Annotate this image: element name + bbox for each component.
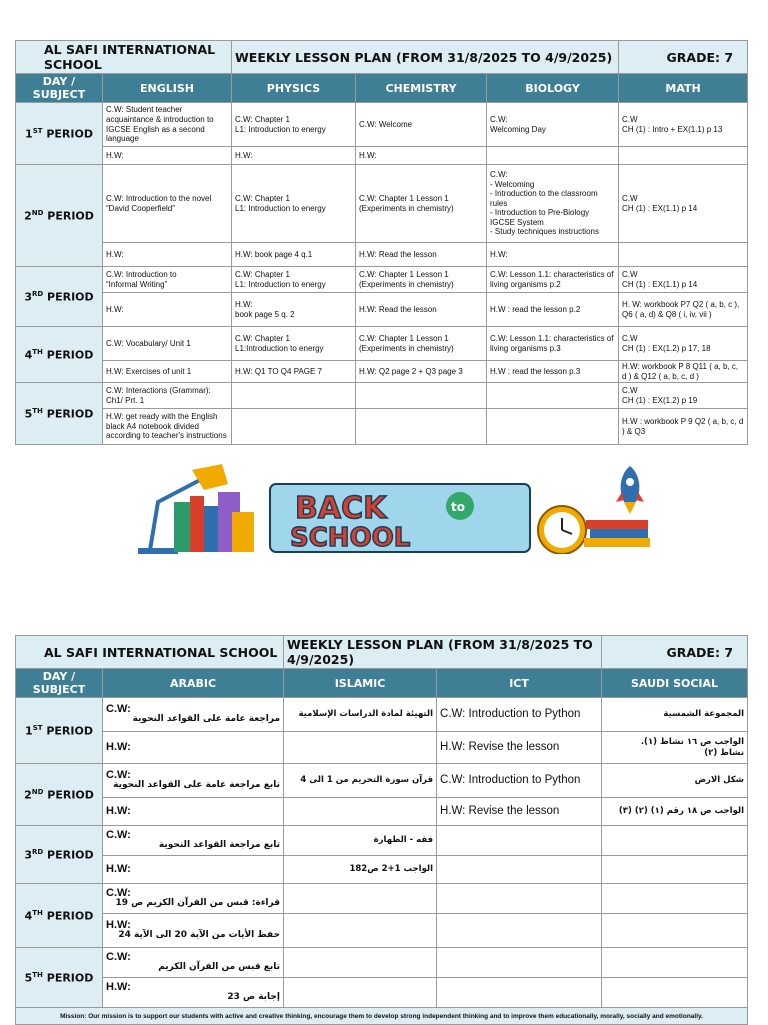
period-suffix: RD xyxy=(32,847,44,856)
hw-label: H.W: xyxy=(106,740,131,753)
cw-cell-biology: C.W: Lesson 1.1: characteristics of living organisms p.2 xyxy=(487,267,619,293)
cw-cell-biology xyxy=(487,383,619,409)
cw-cell-saudi-social: شكل الارض xyxy=(602,764,748,798)
cw-cell-physics: C.W: Chapter 1 L1:Introduction to energy xyxy=(232,327,356,361)
period-suffix: ST xyxy=(32,723,43,732)
cw-cell-physics: C.W: Chapter 1 L1: Introduction to energy xyxy=(232,165,356,243)
col-arabic: ARABIC xyxy=(103,669,284,698)
hw-cell-biology xyxy=(487,409,619,445)
hw-cell-ict xyxy=(437,856,602,884)
period-row-hw xyxy=(16,409,748,445)
cw-cell-saudi-social xyxy=(602,948,748,978)
period-word: PERIOD xyxy=(42,724,93,738)
cw-cell-ict xyxy=(437,884,602,914)
period-number: 4 xyxy=(24,909,33,923)
hw-cell-math: H. W: workbook P7 Q2 ( a, b, c ), Q6 ( a, d) & Q8 ( i, iv, vii ) xyxy=(619,293,748,327)
period-row-hw xyxy=(16,798,748,826)
cw-cell-math: C.W CH (1) : EX(1.2) p 17, 18 xyxy=(619,327,748,361)
period-word: PERIOD xyxy=(42,407,94,421)
cw-cell-islamic: التهيئة لمادة الدراسات الإسلامية xyxy=(284,698,437,732)
arabic-cw-text: مراجعة عامة على القواعد النحوية xyxy=(132,713,281,724)
hw-cell-arabic xyxy=(103,732,284,764)
plan-header-2 xyxy=(16,636,748,669)
cw-cell-chemistry: C.W: Chapter 1 Lesson 1 (Experiments in chemistry) xyxy=(356,267,487,293)
hw-cell-islamic: الواجب 1+2 ص182 xyxy=(284,856,437,884)
grade-label: GRADE: 7 xyxy=(619,41,748,74)
period-number: 4 xyxy=(24,348,33,362)
cw-cell-math: C.W CH (1) : EX(1.1) p 14 xyxy=(619,165,748,243)
cw-cell-english: C.W: Interactions (Grammar): Ch1/ Prt. 1 xyxy=(103,383,232,409)
arabic-hw-text: حفظ الأيات من الآية 20 الى الآية 24 xyxy=(118,929,281,940)
arabic-hw-text: إجابة ص 23 xyxy=(227,991,281,1002)
hw-cell-english: H.W: get ready with the English black A4 notebook divided according to teacher's instructions xyxy=(103,409,232,445)
period-suffix: RD xyxy=(32,289,44,298)
period-suffix: TH xyxy=(32,908,43,917)
cw-cell-ict xyxy=(437,948,602,978)
banner-school-text: SCHOOL xyxy=(290,523,411,553)
cw-cell-saudi-social: المجموعة الشمسية xyxy=(602,698,748,732)
period-row-cw xyxy=(16,698,748,732)
cw-cell-ict xyxy=(437,826,602,856)
hw-label: H.W: xyxy=(106,980,131,993)
hw-cell-physics: H.W: Q1 TO Q4 PAGE 7 xyxy=(232,361,356,383)
period-row-hw xyxy=(16,361,748,383)
cw-cell-biology: C.W: Welcoming Day xyxy=(487,103,619,147)
period-row-cw xyxy=(16,884,748,914)
period-label xyxy=(16,327,103,383)
cw-cell-chemistry: C.W: Chapter 1 Lesson 1 (Experiments in chemistry) xyxy=(356,165,487,243)
period-row-hw xyxy=(16,978,748,1008)
hw-cell-saudi-social: الواجب ص ١٦ نشاط (١). نشاط (٢) xyxy=(602,732,748,764)
hw-cell-physics: H.W: book page 4 q.1 xyxy=(232,243,356,267)
cw-label: C.W: xyxy=(106,702,131,715)
period-row-cw xyxy=(16,383,748,409)
hw-cell-physics xyxy=(232,409,356,445)
period-number: 5 xyxy=(24,407,33,421)
hw-cell-chemistry: H.W: xyxy=(356,147,487,165)
cw-cell-chemistry xyxy=(356,383,487,409)
rocket-icon xyxy=(616,466,644,514)
hw-label: H.W: xyxy=(106,862,131,875)
cw-cell-saudi-social xyxy=(602,826,748,856)
hw-cell-arabic xyxy=(103,856,284,884)
period-row-hw xyxy=(16,293,748,327)
period-row-hw xyxy=(16,147,748,165)
period-word: PERIOD xyxy=(42,348,94,362)
cw-cell-math: C.W CH (1) : EX(1.1) p 14 xyxy=(619,267,748,293)
cw-cell-english: C.W: Vocabulary/ Unit 1 xyxy=(103,327,232,361)
banner-back-text: BACK xyxy=(295,491,387,526)
cw-label: C.W: xyxy=(106,950,131,963)
period-row-cw xyxy=(16,764,748,798)
period-suffix: TH xyxy=(32,970,43,979)
period-word: PERIOD xyxy=(43,290,94,304)
cw-cell-ict: C.W: Introduction to Python xyxy=(437,764,602,798)
col-physics: PHYSICS xyxy=(232,74,356,103)
cw-label: C.W: xyxy=(106,828,131,841)
col-ict: ICT xyxy=(437,669,602,698)
period-word: PERIOD xyxy=(43,209,94,223)
period-number: 5 xyxy=(24,971,33,985)
period-word: PERIOD xyxy=(43,788,94,802)
col-biology: BIOLOGY xyxy=(487,74,619,103)
hw-cell-saudi-social xyxy=(602,978,748,1008)
col-day-subject-2: DAY / SUBJECT xyxy=(16,669,103,698)
hw-cell-saudi-social xyxy=(602,914,748,948)
period-label xyxy=(16,948,103,1008)
cw-cell-arabic xyxy=(103,764,284,798)
arabic-cw-text: قراءة: قبس من القرآن الكريم ص 19 xyxy=(115,897,281,908)
hw-cell-biology: H.W : read the lesson p.3 xyxy=(487,361,619,383)
col-english: ENGLISH xyxy=(103,74,232,103)
cw-label: C.W: xyxy=(106,768,131,781)
period-number: 3 xyxy=(24,848,32,862)
school-name-2: AL SAFI INTERNATIONAL SCHOOL xyxy=(16,636,284,669)
period-row-hw xyxy=(16,914,748,948)
period-number: 1 xyxy=(25,127,33,141)
col-saudi-social: SAUDI SOCIAL xyxy=(602,669,748,698)
period-label xyxy=(16,884,103,948)
mission-row xyxy=(16,1008,748,1025)
lesson-plan-table-2 xyxy=(15,635,748,1025)
period-row-hw xyxy=(16,732,748,764)
period-number: 1 xyxy=(25,724,33,738)
hw-cell-ict xyxy=(437,914,602,948)
period-number: 2 xyxy=(24,788,32,802)
period-label xyxy=(16,383,103,445)
period-word: PERIOD xyxy=(42,909,94,923)
cw-cell-physics: C.W: Chapter 1 L1: Introduction to energy xyxy=(232,267,356,293)
period-word: PERIOD xyxy=(43,848,94,862)
arabic-cw-text: تابع مراجعة عامة على القواعد النحوية xyxy=(113,779,281,790)
period-suffix: TH xyxy=(32,347,43,356)
hw-cell-english: H.W: Exercises of unit 1 xyxy=(103,361,232,383)
period-label xyxy=(16,764,103,826)
banner-to-text: to xyxy=(451,500,465,514)
period-label xyxy=(16,103,103,165)
column-headers-2 xyxy=(16,669,748,698)
period-word: PERIOD xyxy=(42,127,93,141)
cw-cell-biology: C.W: - Welcoming - Introduction to the classroom rules - Introduction to Pre-Biology IGCSE System - Study techniques instructions xyxy=(487,165,619,243)
period-label xyxy=(16,698,103,764)
cw-cell-islamic: فقه - الطهارة xyxy=(284,826,437,856)
period-suffix: ND xyxy=(31,208,44,217)
hw-cell-biology: H.W : read the lesson p.2 xyxy=(487,293,619,327)
hw-cell-chemistry: H.W: Read the lesson xyxy=(356,293,487,327)
period-row-cw xyxy=(16,267,748,293)
cw-cell-ict: C.W: Introduction to Python xyxy=(437,698,602,732)
hw-cell-arabic xyxy=(103,914,284,948)
hw-label: H.W: xyxy=(106,918,131,931)
col-chemistry: CHEMISTRY xyxy=(356,74,487,103)
period-number: 2 xyxy=(24,209,32,223)
lesson-plan-table-1 xyxy=(15,40,748,445)
cw-cell-chemistry: C.W: Chapter 1 Lesson 1 (Experiments in chemistry) xyxy=(356,327,487,361)
hw-cell-biology: H.W: xyxy=(487,243,619,267)
cw-label: C.W: xyxy=(106,886,131,899)
plan-title: WEEKLY LESSON PLAN (FROM 31/8/2025 TO 4/9/2025) xyxy=(232,41,619,74)
period-row-hw xyxy=(16,243,748,267)
cw-cell-arabic xyxy=(103,948,284,978)
hw-cell-ict xyxy=(437,978,602,1008)
cw-cell-chemistry: C.W: Welcome xyxy=(356,103,487,147)
period-row-cw xyxy=(16,327,748,361)
period-label xyxy=(16,826,103,884)
cw-cell-saudi-social xyxy=(602,884,748,914)
hw-cell-math xyxy=(619,243,748,267)
school-name: AL SAFI INTERNATIONAL SCHOOL xyxy=(16,41,232,74)
hw-cell-ict: H.W: Revise the lesson xyxy=(437,732,602,764)
hw-cell-saudi-social: الواجب ص ١٨ رقم (١) (٢) (٣) xyxy=(602,798,748,826)
hw-cell-ict: H.W: Revise the lesson xyxy=(437,798,602,826)
period-row-cw xyxy=(16,165,748,243)
grade-label-2: GRADE: 7 xyxy=(602,636,748,669)
col-islamic: ISLAMIC xyxy=(284,669,437,698)
period-suffix: ND xyxy=(31,787,44,796)
plan-header xyxy=(16,41,748,74)
hw-cell-english: H.W: xyxy=(103,293,232,327)
cw-cell-english: C.W: Introduction to the novel “David Cooperfield” xyxy=(103,165,232,243)
cw-cell-arabic xyxy=(103,698,284,732)
column-headers xyxy=(16,74,748,103)
hw-cell-islamic xyxy=(284,798,437,826)
books-left-icon xyxy=(174,492,254,552)
hw-cell-biology xyxy=(487,147,619,165)
col-day-subject: DAY / SUBJECT xyxy=(16,74,103,103)
period-row-hw xyxy=(16,856,748,884)
hw-cell-arabic xyxy=(103,798,284,826)
cw-cell-math: C.W CH (1) : EX(1.2) p 19 xyxy=(619,383,748,409)
period-suffix: ST xyxy=(32,126,43,135)
period-row-cw xyxy=(16,103,748,147)
hw-cell-math xyxy=(619,147,748,165)
back-to-school-banner xyxy=(130,462,660,554)
period-label xyxy=(16,267,103,327)
period-row-cw xyxy=(16,948,748,978)
hw-cell-chemistry: H.W: Read the lesson xyxy=(356,243,487,267)
col-math: MATH xyxy=(619,74,748,103)
arabic-cw-text: تابع مراجعة القواعد النحوية xyxy=(158,839,281,850)
arabic-cw-text: تابع قبس من القرآن الكريم xyxy=(158,961,281,972)
cw-cell-english: C.W: Student teacher acquaintance & introduction to IGCSE English as a second language xyxy=(103,103,232,147)
hw-cell-islamic xyxy=(284,732,437,764)
period-suffix: TH xyxy=(32,406,43,415)
period-number: 3 xyxy=(24,290,32,304)
hw-cell-physics: H.W: xyxy=(232,147,356,165)
period-label xyxy=(16,165,103,267)
period-word: PERIOD xyxy=(42,971,94,985)
hw-cell-physics: H.W: book page 5 q. 2 xyxy=(232,293,356,327)
hw-cell-math: H.W: workbook P 8 Q11 ( a, b, c, d ) & Q12 ( a, b, c, d ) xyxy=(619,361,748,383)
hw-cell-english: H.W: xyxy=(103,243,232,267)
cw-cell-physics xyxy=(232,383,356,409)
books-right-icon xyxy=(584,520,650,547)
hw-cell-islamic xyxy=(284,914,437,948)
hw-cell-chemistry xyxy=(356,409,487,445)
hw-cell-math: H.W : workbook P 9 Q2 ( a, b, c, d ) & Q3 xyxy=(619,409,748,445)
cw-cell-math: C.W CH (1) : Intro + EX(1.1) p 13 xyxy=(619,103,748,147)
hw-label: H.W: xyxy=(106,804,131,817)
hw-cell-chemistry: H.W: Q2 page 2 + Q3 page 3 xyxy=(356,361,487,383)
cw-cell-arabic xyxy=(103,884,284,914)
cw-cell-arabic xyxy=(103,826,284,856)
hw-cell-saudi-social xyxy=(602,856,748,884)
mission-statement: Mission: Our mission is to support our students with active and creative thinking, encourage them to develop strong independent thinking and to improve them educationally, morally, socially and emotionally. xyxy=(16,1008,748,1025)
hw-cell-arabic xyxy=(103,978,284,1008)
alarm-clock-icon xyxy=(538,506,586,554)
hw-cell-islamic xyxy=(284,978,437,1008)
cw-cell-islamic xyxy=(284,884,437,914)
cw-cell-physics: C.W: Chapter 1 L1: Introduction to energy xyxy=(232,103,356,147)
cw-cell-islamic: قرآن سورة التحريم من 1 الى 4 xyxy=(284,764,437,798)
cw-cell-biology: C.W: Lesson 1.1: characteristics of living organisms p.3 xyxy=(487,327,619,361)
hw-cell-english: H.W: xyxy=(103,147,232,165)
cw-cell-islamic xyxy=(284,948,437,978)
period-row-cw xyxy=(16,826,748,856)
plan-title-2: WEEKLY LESSON PLAN (FROM 31/8/2025 TO 4/9/2025) xyxy=(284,636,602,669)
cw-cell-english: C.W: Introduction to “Informal Writing” xyxy=(103,267,232,293)
